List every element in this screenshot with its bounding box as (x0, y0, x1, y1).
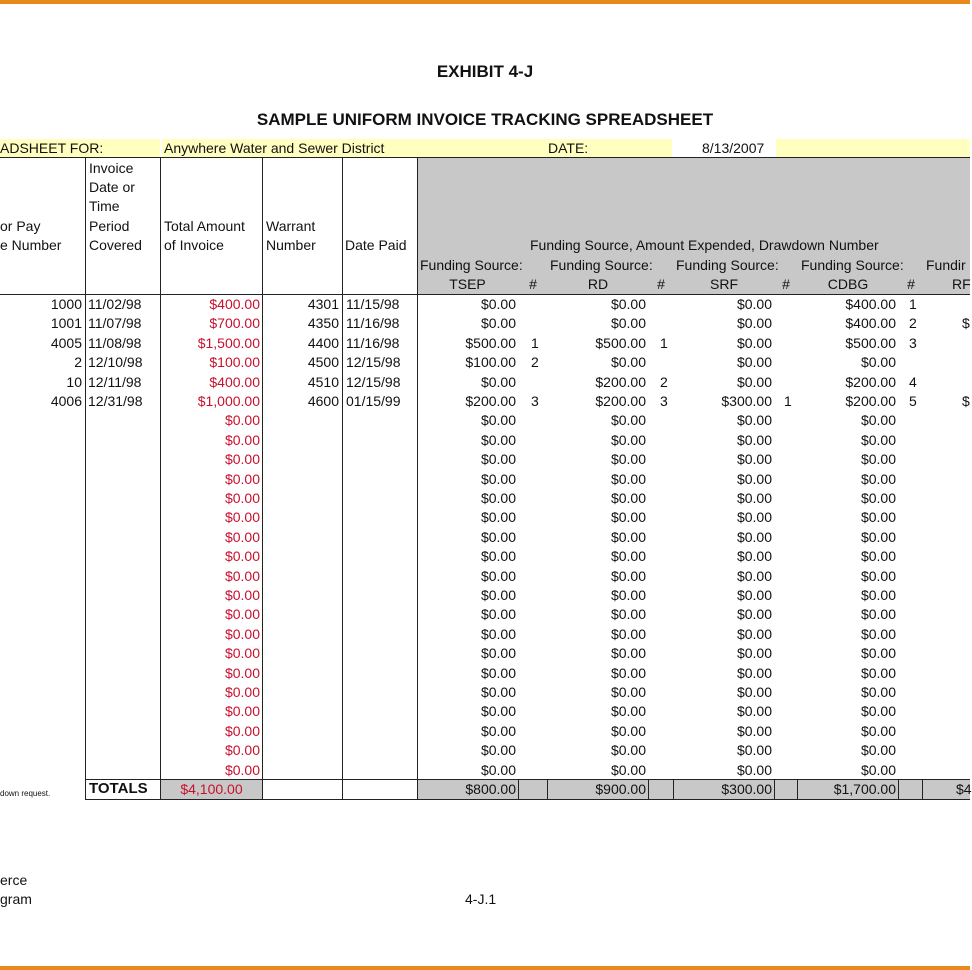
tsep-amount: $0.00 (480, 470, 516, 487)
invoice-amount: $0.00 (224, 664, 260, 681)
srf-amount: $0.00 (736, 296, 772, 312)
tsep-amount: $0.00 (480, 664, 516, 681)
rd-amount: $0.00 (610, 412, 646, 429)
totals-srf: $300.00 (721, 781, 772, 797)
invoice-amount: $0.00 (224, 470, 260, 487)
srf-amount: $0.00 (736, 431, 772, 448)
invoice-amount: $1,500.00 (197, 334, 260, 351)
rd-amount: $0.00 (610, 625, 646, 642)
tsep-amount: $0.00 (480, 296, 516, 312)
header-top-line (0, 157, 970, 158)
tsep-amount: $0.00 (480, 490, 516, 506)
cdbg-amount: $0.00 (860, 490, 896, 506)
tsep-amount: $0.00 (480, 742, 516, 759)
invoice-amount: $1,000.00 (197, 393, 260, 409)
tsep-amount: $0.00 (480, 548, 516, 565)
footer-left-2: gram (0, 891, 32, 907)
pay-number: 1000 (50, 296, 82, 312)
srf-amount: $0.00 (736, 664, 772, 681)
srf-amount: $0.00 (736, 761, 772, 778)
warrant-header-2: Number (266, 237, 316, 253)
pay-number-header-1: or Pay (0, 218, 41, 234)
rd-amount: $0.00 (610, 722, 646, 739)
tsep-amount: $0.00 (480, 431, 516, 448)
cdbg-amount: $200.00 (845, 393, 896, 409)
tsep-amount: $500.00 (465, 334, 516, 351)
invoice-amount: $0.00 (224, 722, 260, 739)
date-paid: 01/15/99 (346, 393, 401, 409)
total-amount-header-1: Total Amount (164, 218, 245, 234)
invoice-amount: $0.00 (224, 645, 260, 662)
rd-amount: $0.00 (610, 354, 646, 371)
invoice-amount: $0.00 (224, 451, 260, 468)
invoice-date-header-2: Date or (89, 179, 135, 195)
tsep-amount: $200.00 (465, 393, 516, 409)
rd-amount: $0.00 (610, 296, 646, 312)
cdbg-drawdown: 1 (909, 296, 917, 312)
invoice-date: 12/11/98 (88, 373, 142, 390)
date-paid: 11/16/98 (346, 334, 400, 351)
warrant-number: 4500 (307, 354, 339, 371)
rd-amount: $0.00 (610, 528, 646, 545)
warrant-header-1: Warrant (266, 218, 316, 234)
funding-source-label-tsep: Funding Source: (420, 257, 523, 273)
invoice-amount: $400.00 (209, 296, 260, 312)
rd-amount: $200.00 (595, 393, 646, 409)
srf-amount: $0.00 (736, 684, 772, 700)
invoice-date: 11/08/98 (88, 334, 142, 351)
srf-amount: $0.00 (736, 606, 772, 623)
funding-source-label-partial: Fundir (926, 257, 966, 273)
tsep-drawdown: 2 (531, 354, 539, 371)
srf-amount: $0.00 (736, 451, 772, 468)
cdbg-drawdown: 2 (909, 315, 917, 332)
rd-amount: $0.00 (610, 315, 646, 332)
cdbg-amount: $0.00 (860, 606, 896, 623)
srf-drawdown: 1 (784, 393, 792, 409)
tsep-drawdown: 3 (531, 393, 539, 409)
srf-amount: $0.00 (736, 703, 772, 720)
invoice-date-header-4: Period (89, 218, 130, 234)
cdbg-amount: $200.00 (845, 373, 896, 390)
tsep-amount: $0.00 (480, 722, 516, 739)
invoice-date-header-3: Time (89, 198, 120, 214)
cdbg-amount: $400.00 (845, 315, 896, 332)
srf-amount: $0.00 (736, 412, 772, 429)
invoice-amount: $0.00 (224, 412, 260, 429)
srf-amount: $0.00 (736, 334, 772, 351)
rd-amount: $0.00 (610, 509, 646, 526)
invoice-amount: $0.00 (224, 490, 260, 506)
cdbg-amount: $0.00 (860, 587, 896, 603)
invoice-amount: $0.00 (224, 509, 260, 526)
source-partial: RF (952, 276, 971, 292)
warrant-number: 4350 (307, 315, 339, 332)
tsep-amount: $0.00 (480, 567, 516, 584)
cdbg-amount: $0.00 (860, 354, 896, 371)
totals-partial: $4 (956, 781, 972, 797)
tsep-amount: $0.00 (480, 645, 516, 662)
cdbg-drawdown: 4 (909, 373, 917, 390)
cdbg-amount: $0.00 (860, 761, 896, 778)
invoice-amount: $0.00 (224, 431, 260, 448)
tsep-amount: $0.00 (480, 684, 516, 700)
cdbg-amount: $0.00 (860, 567, 896, 584)
rd-amount: $0.00 (610, 703, 646, 720)
tsep-amount: $0.00 (480, 373, 516, 390)
invoice-amount: $0.00 (224, 548, 260, 565)
invoice-amount: $100.00 (209, 354, 260, 371)
invoice-amount: $0.00 (224, 761, 260, 778)
district-name: Anywhere Water and Sewer District (164, 140, 385, 156)
tsep-drawdown: 1 (531, 334, 539, 351)
srf-amount: $0.00 (736, 587, 772, 603)
tsep-amount: $0.00 (480, 625, 516, 642)
cdbg-amount: $0.00 (860, 431, 896, 448)
rd-amount: $0.00 (610, 645, 646, 662)
invoice-amount: $0.00 (224, 684, 260, 700)
pay-number: 2 (74, 354, 82, 371)
cdbg-amount: $0.00 (860, 703, 896, 720)
cdbg-drawdown: 5 (909, 393, 917, 409)
invoice-amount: $0.00 (224, 528, 260, 545)
srf-amount: $0.00 (736, 470, 772, 487)
bottom-border (0, 966, 970, 970)
col-line-13 (922, 779, 923, 799)
pay-number: 10 (66, 373, 82, 390)
tsep-amount: $100.00 (465, 354, 516, 371)
col-line-12 (898, 779, 899, 799)
cdbg-amount: $0.00 (860, 470, 896, 487)
cdbg-amount: $0.00 (860, 509, 896, 526)
rd-amount: $0.00 (610, 548, 646, 565)
hash-tsep: # (529, 276, 537, 292)
top-border (0, 0, 970, 4)
rd-drawdown: 3 (660, 393, 668, 409)
rd-amount: $500.00 (595, 334, 646, 351)
footer-left-1: erce (0, 872, 28, 888)
srf-amount: $0.00 (736, 354, 772, 371)
pay-number: 4006 (50, 393, 82, 409)
invoice-date: 12/10/98 (88, 354, 143, 371)
rd-drawdown: 2 (660, 373, 668, 390)
srf-amount: $0.00 (736, 567, 772, 584)
totals-note: down request. (0, 789, 51, 798)
totals-label: TOTALS (89, 780, 148, 797)
totals-tsep: $800.00 (465, 781, 516, 797)
srf-amount: $0.00 (736, 742, 772, 759)
tsep-amount: $0.00 (480, 412, 516, 429)
tsep-amount: $0.00 (480, 606, 516, 623)
cdbg-drawdown: 3 (909, 334, 917, 351)
cdbg-amount: $0.00 (860, 412, 896, 429)
rd-amount: $200.00 (595, 373, 646, 390)
date-paid: 12/15/98 (346, 373, 401, 390)
rd-amount: $0.00 (610, 431, 646, 448)
tsep-amount: $0.00 (480, 587, 516, 603)
invoice-amount: $0.00 (224, 742, 260, 759)
srf-amount: $0.00 (736, 625, 772, 642)
srf-amount: $0.00 (736, 645, 772, 662)
col-line-6 (518, 779, 519, 799)
rd-amount: $0.00 (610, 606, 646, 623)
page-number: 4-J.1 (465, 891, 497, 907)
totals-rd: $900.00 (595, 781, 646, 797)
cdbg-amount: $0.00 (860, 548, 896, 565)
cdbg-amount: $0.00 (860, 664, 896, 681)
date-value-cell (776, 139, 970, 157)
srf-amount: $0.00 (736, 548, 772, 565)
warrant-number: 4400 (307, 334, 339, 351)
invoice-amount: $0.00 (224, 587, 260, 603)
spreadsheet-for-label: ADSHEET FOR: (0, 140, 104, 156)
invoice-date: 12/31/98 (88, 393, 143, 409)
col-line-4 (342, 157, 343, 799)
srf-amount: $0.00 (736, 315, 772, 332)
col-line-1 (85, 157, 86, 799)
cdbg-amount: $0.00 (860, 528, 896, 545)
rd-amount: $0.00 (610, 490, 646, 506)
source-tsep: TSEP (449, 276, 486, 292)
date-value: 8/13/2007 (702, 140, 765, 156)
tsep-amount: $0.00 (480, 509, 516, 526)
invoice-amount: $400.00 (209, 373, 260, 390)
pay-number-header-2: e Number (0, 237, 62, 253)
srf-amount: $0.00 (736, 722, 772, 739)
invoice-amount: $0.00 (224, 606, 260, 623)
invoice-amount: $0.00 (224, 567, 260, 584)
invoice-amount: $0.00 (224, 625, 260, 642)
rd-amount: $0.00 (610, 761, 646, 778)
date-paid: 12/15/98 (346, 354, 401, 371)
invoice-date-header-1: Invoice (89, 160, 134, 176)
col-line-8 (648, 779, 649, 799)
rd-amount: $0.00 (610, 684, 646, 700)
tsep-amount: $0.00 (480, 451, 516, 468)
totals-cdbg: $1,700.00 (833, 781, 896, 797)
funding-source-label-cdbg: Funding Source: (801, 257, 904, 273)
rd-drawdown: 1 (660, 334, 668, 351)
source-rd: RD (587, 276, 609, 292)
srf-amount: $0.00 (736, 509, 772, 526)
totals-amount: $4,100.00 (180, 781, 243, 797)
rd-amount: $0.00 (610, 587, 646, 603)
cdbg-amount: $0.00 (860, 742, 896, 759)
rd-amount: $0.00 (610, 470, 646, 487)
rd-amount: $0.00 (610, 664, 646, 681)
cdbg-amount: $400.00 (845, 296, 896, 312)
partial-value: $ (962, 393, 970, 409)
page-title: SAMPLE UNIFORM INVOICE TRACKING SPREADSHEET (256, 110, 714, 129)
hash-rd: # (657, 276, 665, 292)
warrant-number: 4510 (307, 373, 339, 390)
source-srf: SRF (710, 276, 738, 292)
exhibit-title: EXHIBIT 4-J (436, 62, 534, 81)
pay-number: 1001 (50, 315, 82, 332)
partial-value: $ (962, 315, 970, 332)
totals-bottom-line (85, 799, 970, 800)
warrant-number: 4600 (307, 393, 339, 409)
tsep-amount: $0.00 (480, 703, 516, 720)
srf-amount: $0.00 (736, 528, 772, 545)
funding-source-label-rd: Funding Source: (550, 257, 653, 273)
invoice-date: 11/02/98 (88, 296, 142, 312)
hash-srf: # (782, 276, 790, 292)
srf-amount: $300.00 (721, 393, 772, 409)
warrant-number: 4301 (307, 296, 339, 312)
cdbg-amount: $500.00 (845, 334, 896, 351)
hash-cdbg: # (907, 276, 915, 292)
tsep-amount: $0.00 (480, 528, 516, 545)
invoice-amount: $0.00 (224, 703, 260, 720)
cdbg-amount: $0.00 (860, 722, 896, 739)
date-label: DATE: (548, 140, 589, 156)
cdbg-amount: $0.00 (860, 451, 896, 468)
funding-source-label-srf: Funding Source: (676, 257, 779, 273)
cdbg-amount: $0.00 (860, 684, 896, 700)
col-line-10 (774, 779, 775, 799)
funding-header: Funding Source, Amount Expended, Drawdown Number (530, 237, 879, 253)
date-paid-header: Date Paid (345, 237, 407, 253)
invoice-date: 11/07/98 (88, 315, 142, 332)
total-amount-header-2: of Invoice (164, 237, 224, 253)
srf-amount: $0.00 (736, 373, 772, 390)
tsep-amount: $0.00 (480, 761, 516, 778)
tsep-amount: $0.00 (480, 315, 516, 332)
rd-amount: $0.00 (610, 742, 646, 759)
cdbg-amount: $0.00 (860, 625, 896, 642)
srf-amount: $0.00 (736, 490, 772, 506)
rd-amount: $0.00 (610, 567, 646, 584)
col-line-3 (262, 157, 263, 799)
date-paid: 11/15/98 (346, 296, 400, 312)
invoice-date-header-5: Covered (89, 237, 142, 253)
rd-amount: $0.00 (610, 451, 646, 468)
date-paid: 11/16/98 (346, 315, 400, 332)
invoice-amount: $700.00 (209, 315, 260, 332)
source-cdbg: CDBG (827, 276, 869, 292)
cdbg-amount: $0.00 (860, 645, 896, 662)
pay-number: 4005 (50, 334, 82, 351)
